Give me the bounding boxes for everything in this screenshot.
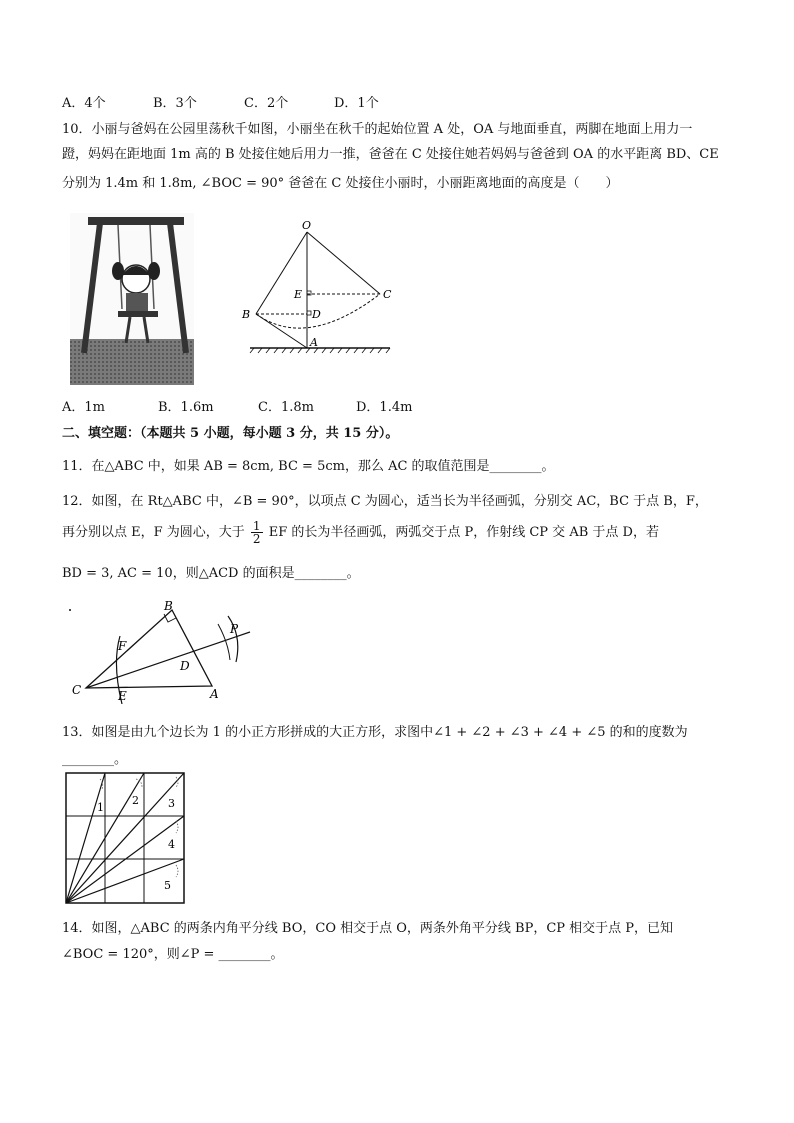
q10-option-c: C．1.8m (258, 400, 314, 415)
q10-label-c: C (383, 288, 392, 301)
q10-label-o: O (302, 219, 312, 232)
q9-option-a: A．4个 (62, 96, 106, 111)
q10-option-a: A．1m (62, 400, 105, 415)
q12-line-2-pre: 再分别以点 E，F 为圆心，大于 (62, 525, 245, 540)
q10-line-2: 蹬，妈妈在距地面 1m 高的 B 处接住她后用力一推，爸爸在 C 处接住她若妈妈与爸爸到 OA 的水平距离 BD、CE (62, 147, 719, 162)
q10-label-a: A (310, 336, 318, 349)
q13-angle-1: 1 (97, 801, 104, 814)
section-2-heading: 二、填空题：（本题共 5 小题，每小题 3 分，共 15 分）。 (62, 426, 399, 441)
q12-label-c: C (72, 683, 82, 697)
q12-fraction (251, 520, 263, 545)
q12-label-b: B (164, 600, 173, 613)
q13-angle-4: 4 (168, 838, 175, 851)
q12-label-f: F (118, 639, 127, 653)
q13-line-2: ________。 (62, 752, 128, 767)
q12-diagram (60, 600, 260, 704)
q10-label-e: E (294, 288, 303, 301)
q12-label-a: A (210, 687, 219, 701)
q13-angle-5: 5 (164, 879, 171, 892)
q12-label-d: D (180, 659, 190, 673)
swing-photo (70, 213, 194, 385)
q12-fraction-num: 1 (252, 519, 261, 533)
q14-line-1: 14．如图，△ABC 的两条内角平分线 BO，CO 相交于点 O，两条外角平分线 BP，CP 相交于点 P，已知 (62, 921, 674, 936)
q13-angle-2: 2 (132, 794, 139, 807)
q12-line-2 (62, 520, 659, 545)
q10-line-1: 10．小丽与爸妈在公园里荡秋千如图，小丽坐在秋千的起始位置 A 处，OA 与地面垂直，两脚在地面上用力一 (62, 122, 693, 137)
q10-diagram (230, 218, 400, 356)
q9-option-d: D．1个 (334, 96, 379, 111)
q10-line-3: 分别为 1.4m 和 1.8m, ∠BOC = 90° 爸爸在 C 处接住小丽时，小丽距离地面的高度是（ ） (62, 176, 619, 191)
q11-text: 11．在△ABC 中，如果 AB = 8cm, BC = 5cm，那么 AC 的取值范围是________。 (62, 459, 555, 474)
q12-line-1: 12．如图，在 Rt△ABC 中，∠B = 90°，以项点 C 为圆心，适当长为半径画弧，分别交 AC，BC 于点 B，F， (62, 494, 708, 509)
q12-label-e: E (118, 689, 127, 703)
q10-label-b: B (242, 308, 251, 321)
q10-option-d: D．1.4m (356, 400, 413, 415)
q12-fraction-den: 2 (252, 532, 261, 546)
q10-option-b: B．1.6m (158, 400, 214, 415)
q12-label-p: P (230, 622, 239, 636)
q9-option-c: C．2个 (244, 96, 289, 111)
q10-label-d: D (312, 308, 321, 321)
q12-line-3: BD = 3, AC = 10，则△ACD 的面积是________。 (62, 566, 360, 581)
q9-option-b: B．3个 (153, 96, 197, 111)
q13-angle-3: 3 (168, 797, 175, 810)
q12-line-2-post: EF 的长为半径画弧，两弧交于点 P，作射线 CP 交 AB 于点 D，若 (268, 525, 659, 540)
q13-line-1: 13．如图是由九个边长为 1 的小正方形拼成的大正方形，求图中∠1 + ∠2 + ∠3 + ∠4 + ∠5 的和的度数为 (62, 725, 688, 740)
q14-line-2: ∠BOC = 120°，则∠P = ________。 (62, 947, 284, 962)
q13-grid-diagram (64, 771, 186, 905)
